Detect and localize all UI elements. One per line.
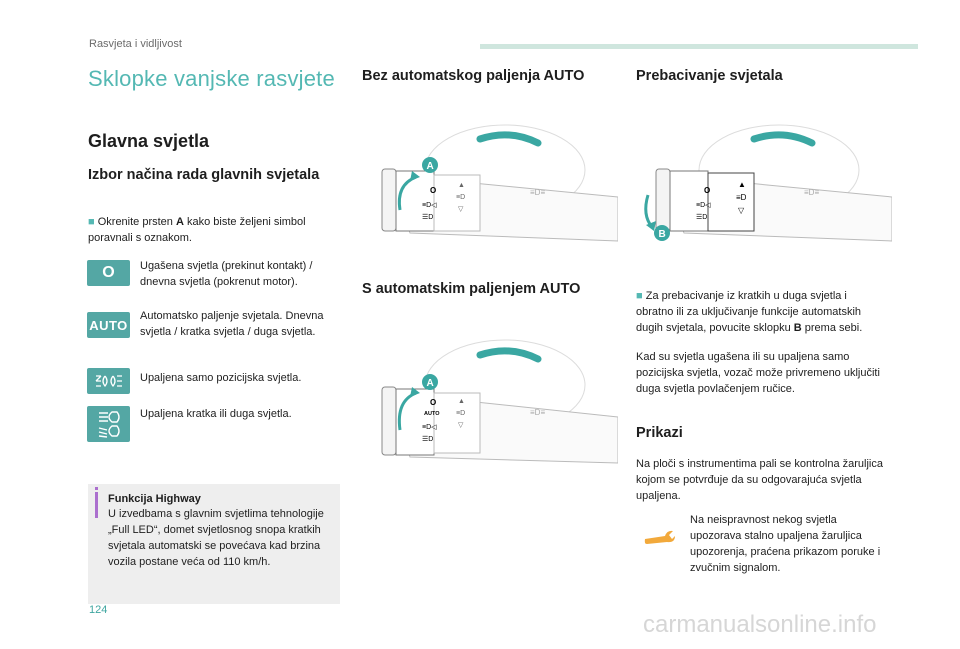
svg-text:≡D≡: ≡D≡ (804, 188, 820, 197)
svg-text:≡D: ≡D (736, 193, 747, 202)
mode-position-text: Upaljena samo pozicijska svjetla. (140, 372, 302, 384)
warning-text: Na neispravnost nekog svjetla upozorava stalno upaljena žaruljica upozorenja, praćena prikazom poruke i zvučnim signalom. (690, 514, 881, 574)
position-lights-icon (87, 368, 130, 394)
headlights-icon (87, 406, 130, 442)
label-a: A (426, 161, 434, 172)
wrench-icon (643, 526, 676, 546)
stalk-illustration-auto (360, 335, 618, 467)
page-number: 124 (89, 604, 108, 616)
mode-auto-text: Automatsko paljenje svjetala. Dnevna svjetla / kratka svjetla / duga svjetla. (140, 310, 324, 338)
bullet-icon-b: ■ (636, 290, 643, 302)
subheading-mode-selection: Izbor načina rada glavnih svjetala (88, 167, 320, 183)
svg-text:☰D: ☰D (696, 214, 708, 221)
footer-watermark: carmanualsonline.info (643, 611, 877, 638)
heading-without-auto: Bez automatskog paljenja AUTO (362, 68, 585, 84)
headlights-glyph (94, 409, 124, 439)
heading-with-auto: S automatskim paljenjem AUTO (362, 281, 581, 297)
svg-text:≡D◁: ≡D◁ (422, 424, 437, 431)
heading-displays: Prikazi (636, 425, 683, 441)
svg-text:≡D: ≡D (456, 194, 466, 201)
section-header: Rasvjeta i vidljivost (89, 38, 182, 50)
svg-text:O: O (704, 186, 711, 195)
svg-text:≡D: ≡D (456, 410, 466, 417)
svg-text:▽: ▽ (738, 206, 745, 215)
svg-text:▲: ▲ (458, 398, 465, 405)
bullet-icon: ■ (88, 216, 95, 228)
svg-text:▽: ▽ (458, 206, 464, 213)
svg-text:O: O (430, 186, 437, 195)
info-title: Funkcija Highway (108, 493, 201, 505)
heading-switching: Prebacivanje svjetala (636, 68, 783, 84)
svg-text:▽: ▽ (458, 422, 464, 429)
svg-text:▲: ▲ (458, 182, 465, 189)
label-b: B (658, 229, 666, 240)
switching-paragraph: Kad su svjetla ugašena ili su upaljena samo pozicijska svjetla, vozač može privremeno uključiti duga svjetla povlačenjem ručice. (636, 351, 880, 395)
info-icon-bar (95, 492, 98, 518)
switching-instruction: ■ Za prebacivanje iz kratkih u duga svjetla i obratno ili za uključivanje funkcije automatskih dugih svjetala, povucite sklopku B prema sebi. (636, 290, 863, 334)
page-title: Sklopke vanjske rasvjete (88, 66, 335, 91)
off-mode-badge: O (87, 260, 130, 286)
header-rule (480, 44, 918, 49)
svg-text:≡D◁: ≡D◁ (422, 202, 437, 209)
svg-text:O: O (430, 398, 437, 407)
displays-text: Na ploči s instrumentima pali se kontrolna žaruljica kojom se potvrđuje da su odgovarajuća svjetla upaljena. (636, 458, 883, 502)
info-icon (95, 487, 98, 490)
instruction-ring-a: ■ Okrenite prsten A kako biste željeni simbol poravnali s oznakom. (88, 216, 306, 244)
svg-text:▲: ▲ (738, 180, 746, 189)
stalk-auto-label: AUTO (424, 411, 440, 417)
heading-main-lights: Glavna svjetla (88, 131, 210, 151)
svg-text:≡D◁: ≡D◁ (696, 202, 711, 209)
svg-text:≡D≡: ≡D≡ (530, 408, 546, 417)
svg-text:☰D: ☰D (422, 436, 434, 443)
mode-off-text: Ugašena svjetla (prekinut kontakt) / dnevna svjetla (pokrenut motor). (140, 260, 313, 288)
svg-text:≡D≡: ≡D≡ (530, 188, 546, 197)
stalk-illustration-b (634, 115, 892, 245)
mode-headlights-text: Upaljena kratka ili duga svjetla. (140, 408, 292, 420)
svg-text:☰D: ☰D (422, 214, 434, 221)
auto-mode-badge: AUTO (87, 312, 130, 338)
stalk-illustration-a (360, 115, 618, 245)
label-a-auto: A (426, 378, 434, 389)
info-text: U izvedbama s glavnim svjetlima tehnologije „Full LED“, domet svjetlosnog snopa kratkih svjetala automatski se povećava kad brzina vozila postane veća od 110 km/h. (108, 508, 324, 568)
position-lights-glyph (93, 373, 125, 389)
